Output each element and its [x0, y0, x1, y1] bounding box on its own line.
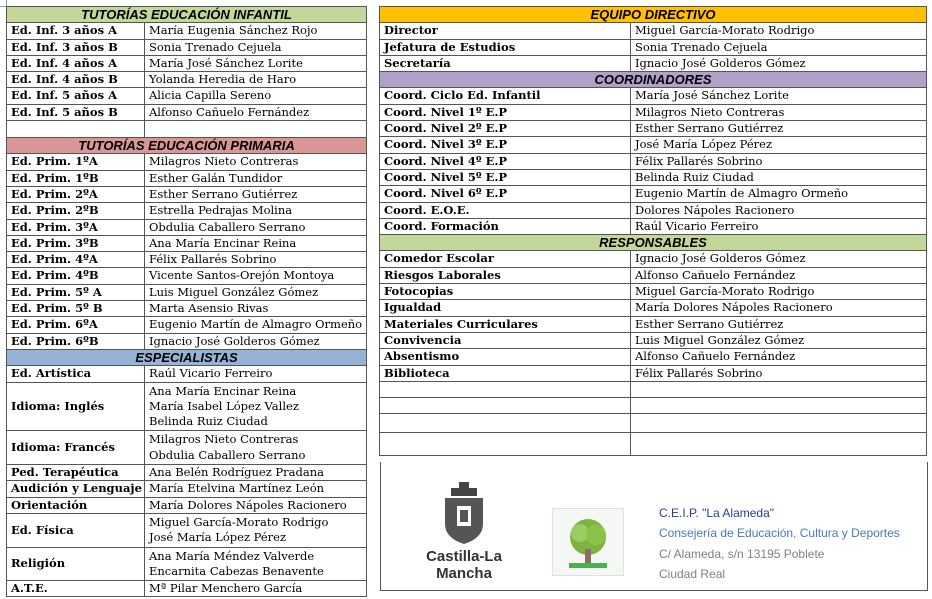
table-row	[7, 219, 367, 235]
especialistas-role: Ed. Física	[7, 513, 145, 547]
primaria-name: Eugenio Martín de Almagro Ormeño	[145, 317, 367, 333]
table-row	[380, 267, 927, 283]
school-info	[659, 506, 900, 581]
responsables-role: Riesgos Laborales	[380, 267, 631, 283]
teacher-name: Milagros Nieto Contreras	[149, 432, 299, 447]
empty-cell	[631, 381, 927, 397]
primaria-role: Ed. Prim. 4ºB	[7, 268, 145, 284]
table-row	[7, 55, 367, 71]
empty-cell	[380, 381, 631, 397]
teacher-name: María Etelvina Martínez León	[149, 481, 325, 496]
table-row	[380, 153, 927, 169]
responsables-role: Igualdad	[380, 300, 631, 316]
infantil-role: Ed. Inf. 4 años A	[7, 55, 145, 71]
teacher-name: Raúl Vicario Ferreiro	[149, 366, 273, 381]
primaria-role: Ed. Prim. 6ºA	[7, 317, 145, 333]
infantil-name: Sonia Trenado Cejuela	[145, 39, 367, 55]
primaria-name: Luis Miguel González Gómez	[145, 284, 367, 300]
responsables-header: RESPONSABLES	[380, 235, 927, 251]
empty-cell	[7, 121, 145, 138]
table-row	[7, 581, 367, 597]
especialistas-names	[145, 481, 367, 497]
responsables-name: Luis Miguel González Gómez	[631, 332, 927, 348]
coordinadores-role: Coord. E.O.E.	[380, 202, 631, 218]
especialistas-role: Ed. Artística	[7, 366, 145, 382]
especialistas-role: Orientación	[7, 497, 145, 513]
table-row	[7, 366, 367, 382]
coordinadores-name: Eugenio Martín de Almagro Ormeño	[631, 186, 927, 202]
right-table	[379, 6, 927, 456]
especialistas-names	[145, 465, 367, 481]
coordinadores-name: Belinda Ruiz Ciudad	[631, 169, 927, 185]
table-row	[7, 186, 367, 202]
primaria-header-row	[7, 138, 367, 154]
table-row	[380, 23, 927, 39]
school-name: C.E.I.P. "La Alameda"	[659, 506, 775, 520]
primaria-name: Estrella Pedrajas Molina	[145, 203, 367, 219]
coordinadores-role: Coord. Nivel 1º E.P	[380, 104, 631, 120]
infantil-role: Ed. Inf. 4 años B	[7, 72, 145, 88]
teacher-name: Belinda Ruiz Ciudad	[149, 414, 268, 429]
table-row	[7, 301, 367, 317]
coordinadores-role: Coord. Formación	[380, 218, 631, 234]
primaria-name: Ignacio José Golderos Gómez	[145, 333, 367, 349]
especialistas-names	[145, 431, 367, 465]
especialistas-role: Audición y Lenguaje	[7, 481, 145, 497]
responsables-role: Materiales Curriculares	[380, 316, 631, 332]
responsables-header-row	[380, 235, 927, 251]
responsables-role: Biblioteca	[380, 365, 631, 381]
table-row	[7, 481, 367, 497]
table-row	[380, 137, 927, 153]
primaria-role: Ed. Prim. 2ºA	[7, 186, 145, 202]
responsables-name: Alfonso Cañuelo Fernández	[631, 349, 927, 365]
especialistas-role: Idioma: Inglés	[7, 382, 145, 431]
primaria-role: Ed. Prim. 3ºA	[7, 219, 145, 235]
table-row	[7, 382, 367, 431]
table-row	[7, 465, 367, 481]
responsables-name: Esther Serrano Gutiérrez	[631, 316, 927, 332]
equipo-header: EQUIPO DIRECTIVO	[380, 7, 927, 23]
primaria-role: Ed. Prim. 2ºB	[7, 203, 145, 219]
infantil-name: Yolanda Heredia de Haro	[145, 72, 367, 88]
primaria-name: Esther Serrano Gutiérrez	[145, 186, 367, 202]
teacher-name: Miguel García-Morato Rodrigo	[149, 514, 329, 529]
school-city: Ciudad Real	[659, 567, 726, 581]
table-row	[7, 170, 367, 186]
coordinadores-role: Coord. Nivel 6º E.P	[380, 186, 631, 202]
coordinadores-role: Coord. Nivel 4º E.P	[380, 153, 631, 169]
infantil-role: Ed. Inf. 3 años A	[7, 23, 145, 39]
table-row	[380, 169, 927, 185]
teacher-name: Encarnita Cabezas Benavente	[149, 563, 324, 578]
equipo-role: Secretaría	[380, 55, 631, 71]
castle-crest-icon	[439, 480, 489, 546]
responsables-role: Comedor Escolar	[380, 251, 631, 267]
table-row	[380, 88, 927, 104]
responsables-name: Félix Pallarés Sobrino	[631, 365, 927, 381]
equipo-role: Jefatura de Estudios	[380, 39, 631, 55]
coordinadores-header-row	[380, 72, 927, 88]
table-row	[7, 88, 367, 104]
coordinadores-name: Félix Pallarés Sobrino	[631, 153, 927, 169]
primaria-name: Félix Pallarés Sobrino	[145, 252, 367, 268]
primaria-name: Marta Asensio Rivas	[145, 301, 367, 317]
castilla-la-mancha-logo	[399, 480, 529, 582]
table-row	[380, 104, 927, 120]
table-row	[380, 332, 927, 348]
especialistas-header: ESPECIALISTAS	[7, 349, 367, 365]
teacher-name: Mª Pilar Menchero García	[149, 581, 303, 596]
table-row	[7, 235, 367, 251]
table-row	[380, 365, 927, 381]
school-address: C/ Alameda, s/n 13195 Poblete	[659, 547, 825, 561]
table-row	[380, 39, 927, 55]
empty-cell	[631, 432, 927, 455]
infantil-name: María Eugenia Sánchez Rojo	[145, 23, 367, 39]
teacher-name: Ana María Méndez Valverde	[149, 548, 315, 563]
empty-cell	[631, 413, 927, 432]
table-row	[7, 431, 367, 465]
especialistas-names	[145, 547, 367, 581]
table-row	[7, 284, 367, 300]
especialistas-names	[145, 497, 367, 513]
coordinadores-role: Coord. Nivel 2º E.P	[380, 121, 631, 137]
empty-cell	[380, 432, 631, 455]
especialistas-header-row	[7, 349, 367, 365]
teacher-name: María Isabel López Vallez	[149, 398, 299, 413]
coordinadores-role: Coord. Nivel 3º E.P	[380, 137, 631, 153]
primaria-role: Ed. Prim. 4ºA	[7, 252, 145, 268]
infantil-name: Alfonso Cañuelo Fernández	[145, 104, 367, 120]
coordinadores-name: Milagros Nieto Contreras	[631, 104, 927, 120]
empty-cell	[145, 121, 367, 138]
especialistas-names	[145, 366, 367, 382]
responsables-name: María Dolores Nápoles Racionero	[631, 300, 927, 316]
especialistas-names	[145, 382, 367, 431]
blank-row	[380, 413, 927, 432]
table-row	[380, 251, 927, 267]
primaria-role: Ed. Prim. 1ºA	[7, 154, 145, 170]
spacer-row	[7, 121, 367, 138]
footer-logos	[380, 462, 928, 591]
infantil-role: Ed. Inf. 3 años B	[7, 39, 145, 55]
table-row	[380, 202, 927, 218]
infantil-role: Ed. Inf. 5 años B	[7, 104, 145, 120]
empty-cell	[380, 413, 631, 432]
coordinadores-name: Raúl Vicario Ferreiro	[631, 218, 927, 234]
coordinadores-name: Esther Serrano Gutiérrez	[631, 121, 927, 137]
teacher-name: Obdulia Caballero Serrano	[149, 447, 306, 462]
table-row	[7, 72, 367, 88]
responsables-role: Convivencia	[380, 332, 631, 348]
equipo-name: Miguel García-Morato Rodrigo	[631, 23, 927, 39]
table-row	[380, 316, 927, 332]
responsables-name: Ignacio José Golderos Gómez	[631, 251, 927, 267]
table-row	[7, 317, 367, 333]
especialistas-names	[145, 513, 367, 547]
especialistas-names	[145, 581, 367, 597]
primaria-role: Ed. Prim. 6ºB	[7, 333, 145, 349]
table-row	[7, 203, 367, 219]
coordinadores-name: María José Sánchez Lorite	[631, 88, 927, 104]
blank-row	[380, 381, 927, 397]
table-row	[7, 547, 367, 581]
table-row	[7, 104, 367, 120]
primaria-name: Milagros Nieto Contreras	[145, 154, 367, 170]
table-row	[7, 23, 367, 39]
table-row	[7, 333, 367, 349]
teacher-name: José María López Pérez	[149, 530, 287, 545]
primaria-role: Ed. Prim. 5º B	[7, 301, 145, 317]
responsables-role: Absentismo	[380, 349, 631, 365]
responsables-role: Fotocopias	[380, 284, 631, 300]
coordinadores-role: Coord. Nivel 5º E.P	[380, 169, 631, 185]
responsables-name: Alfonso Cañuelo Fernández	[631, 267, 927, 283]
infantil-name: Alicia Capilla Sereno	[145, 88, 367, 104]
teacher-name: Ana Belén Rodríguez Pradana	[149, 465, 325, 480]
infantil-header: TUTORÍAS EDUCACIÓN INFANTIL	[7, 7, 367, 23]
table-row	[380, 121, 927, 137]
especialistas-role: A.T.E.	[7, 581, 145, 597]
coordinadores-header: COORDINADORES	[380, 72, 927, 88]
equipo-name: Sonia Trenado Cejuela	[631, 39, 927, 55]
primaria-role: Ed. Prim. 3ºB	[7, 235, 145, 251]
blank-row	[380, 397, 927, 413]
table-row	[7, 252, 367, 268]
coordinadores-name: José María López Pérez	[631, 137, 927, 153]
primaria-role: Ed. Prim. 1ºB	[7, 170, 145, 186]
left-table	[6, 6, 367, 597]
table-row	[380, 55, 927, 71]
empty-cell	[631, 397, 927, 413]
especialistas-role: Ped. Terapéutica	[7, 465, 145, 481]
especialistas-role: Idioma: Francés	[7, 431, 145, 465]
castilla-la-mancha-text: Castilla-La Mancha	[426, 548, 502, 582]
table-row	[7, 497, 367, 513]
infantil-name: María José Sánchez Lorite	[145, 55, 367, 71]
responsables-name: Miguel García-Morato Rodrigo	[631, 284, 927, 300]
primaria-role: Ed. Prim. 5º A	[7, 284, 145, 300]
table-row	[380, 349, 927, 365]
table-row	[7, 513, 367, 547]
table-row	[380, 300, 927, 316]
school-tree-logo	[552, 508, 624, 576]
teacher-name: María Dolores Nápoles Racionero	[149, 497, 347, 512]
especialistas-role: Religión	[7, 547, 145, 581]
infantil-header-row	[7, 7, 367, 23]
table-row	[7, 268, 367, 284]
coordinadores-role: Coord. Ciclo Ed. Infantil	[380, 88, 631, 104]
equipo-name: Ignacio José Golderos Gómez	[631, 55, 927, 71]
blank-row	[380, 432, 927, 455]
primaria-header: TUTORÍAS EDUCACIÓN PRIMARIA	[7, 138, 367, 154]
primaria-name: Vicente Santos-Orejón Montoya	[145, 268, 367, 284]
equipo-role: Director	[380, 23, 631, 39]
table-row	[380, 284, 927, 300]
coordinadores-name: Dolores Nápoles Racionero	[631, 202, 927, 218]
empty-cell	[380, 397, 631, 413]
consejeria-text: Consejería de Educación, Cultura y Deportes	[659, 526, 900, 540]
teacher-name: Ana María Encinar Reina	[149, 383, 297, 398]
table-row	[380, 186, 927, 202]
primaria-name: Esther Galán Tundidor	[145, 170, 367, 186]
table-row	[7, 154, 367, 170]
primaria-name: Obdulia Caballero Serrano	[145, 219, 367, 235]
table-row	[7, 39, 367, 55]
primaria-name: Ana María Encinar Reina	[145, 235, 367, 251]
equipo-header-row	[380, 7, 927, 23]
infantil-role: Ed. Inf. 5 años A	[7, 88, 145, 104]
table-row	[380, 218, 927, 234]
